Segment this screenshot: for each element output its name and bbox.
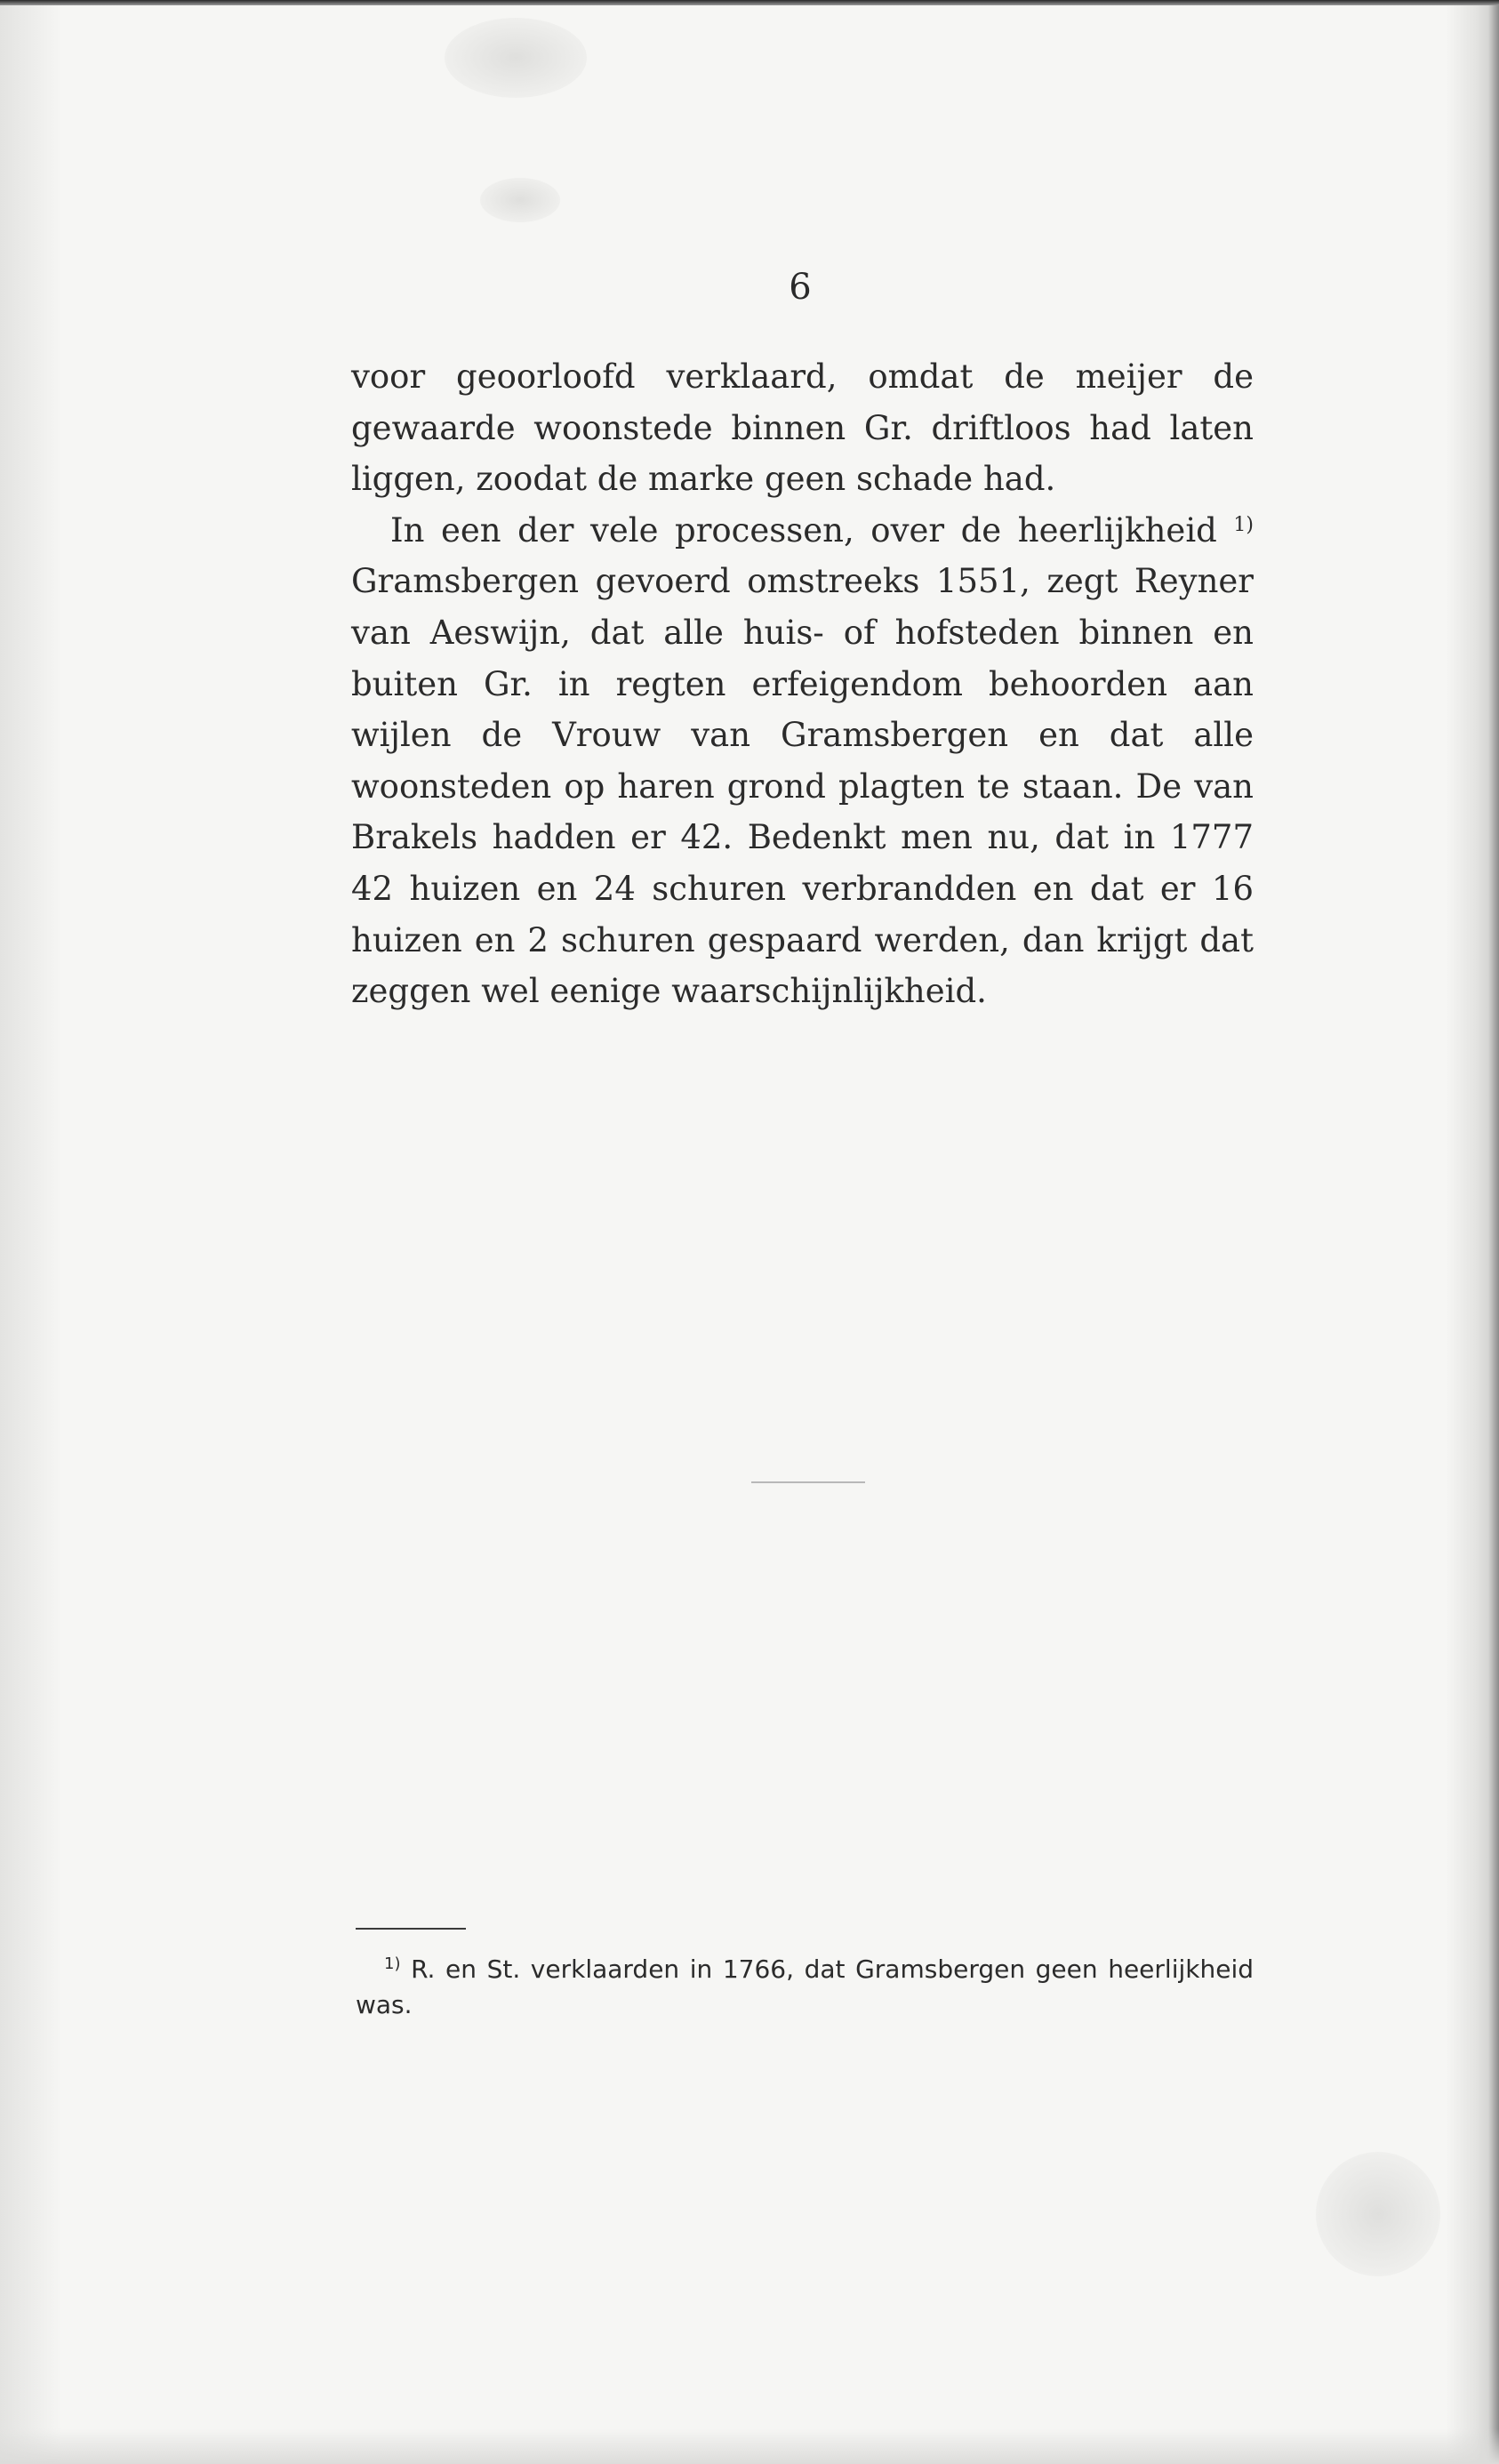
- footnote-reference: 1): [1233, 513, 1254, 536]
- page-edge-left: [0, 0, 62, 2464]
- footnote: [356, 1952, 1254, 2023]
- paragraph: voor geoorloofd verklaard, omdat de meijer de gewaarde woonstede binnen Gr. driftloos had laten liggen, zoodat de marke geen schade had.: [351, 357, 1254, 499]
- footnote-separator: [356, 1928, 466, 1930]
- page-edge-bottom: [0, 2428, 1499, 2464]
- paragraph-text: Gramsbergen gevoerd omstreeks 1551, zegt Reyner van Aeswijn, dat alle huis- of hofsteden binnen en buiten Gr. in regten erfeigendom behoorden aan wijlen de Vrouw van Gramsbergen en dat alle woonsteden op haren grond plagten te staan. De van Brakels hadden er 42. Bedenkt men nu, dat in 1777 42 huizen en 24 schuren verbrandden en dat er 16 huizen en 2 schuren gespaard werden, dan krijgt dat zeggen wel eenige waarschijnlijkheid.: [351, 562, 1254, 1011]
- body-text: [351, 351, 1254, 1017]
- footnote-mark: 1): [384, 1954, 401, 1973]
- paper-stain: [480, 178, 560, 222]
- section-divider: [751, 1481, 865, 1483]
- paper-stain: [1316, 2152, 1440, 2276]
- paragraph: [351, 505, 1254, 1017]
- footnotes: [356, 1952, 1254, 2023]
- page-edge-top: [0, 0, 1499, 5]
- paragraph-text: In een der vele processen, over de heerlijkheid: [390, 510, 1217, 550]
- page-number: 6: [789, 267, 812, 308]
- footnote-text: R. en St. verklaarden in 1766, dat Gramsbergen geen heerlijkheid was.: [356, 1954, 1255, 2019]
- paper-stain: [445, 18, 587, 98]
- page-edge-right: [1446, 0, 1499, 2464]
